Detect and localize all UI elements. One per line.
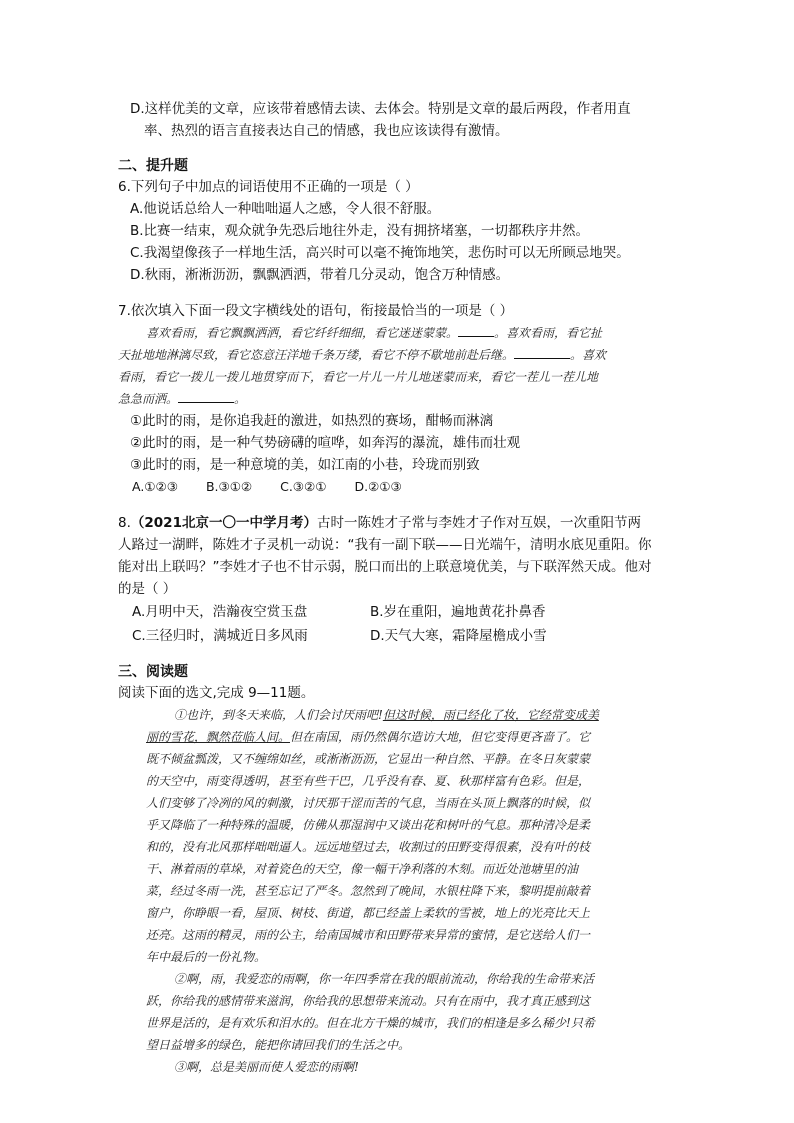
q8-option-b: B.岁在重阳，遍地黄花扑鼻香 [370,604,546,620]
q7-blank-1 [458,324,494,337]
reading-p1-line5: 人们变够了冷冽的风的刺激，讨厌那干涩而苦的气息，当雨在头顶上飘落的时候，似 [146,796,591,810]
reading-p1-line1a: ①也许，到冬天来临，人们会讨厌雨吧! [174,708,383,722]
q7-choice-3: ③此时的雨，是一种意境的美，如江南的小巷，玲珑而别致 [130,457,480,473]
q7-stem: 7.依次填入下面一段文字横线处的语句，衔接最恰当的一项是（ ） [118,303,514,319]
q6-option-d: D.秋雨，淅淅沥沥，飘飘洒洒，带着几分灵动，饱含万种情感。 [130,267,510,283]
reading-p1-line2b: 但在南国，雨仍然偶尔造访大地，但它变得更吝啬了。它 [290,730,591,744]
q6-option-b: B.比赛一结束，观众就争先恐后地往外走，没有拥挤堵塞，一切都秩序井然。 [130,223,590,239]
q8-stem-line1: 古时一陈姓才子常与李姓才子作对互娱，一次重阳节两 [316,515,641,531]
q5-option-d-line1: D.这样优美的文章，应该带着感情去读、去体会。特别是文章的最后两段，作者用直 [130,101,631,117]
q7-passage-line4b: 。 [234,392,247,406]
reading-intro: 阅读下面的选文,完成 9—11题。 [118,685,315,701]
q8-number: 8. [118,515,131,531]
reading-p1-line2a: 丽的雪花，飘然莅临人间。 [146,730,291,744]
reading-p1-line6: 乎又降临了一种特殊的温暖，仿佛从那湿润中又谈出花和树叶的气息。那种清冷是柔 [146,818,591,832]
reading-p1-line3: 既不倾盆瓢泼，又不缠绵如丝，或淅淅沥沥，它显出一种自然、平静。在冬日灰蒙蒙 [146,752,591,766]
q7-blank-3 [178,390,234,403]
q7-passage-line1a: 喜欢看雨，看它飘飘洒洒，看它纤纤细细，看它迷迷蒙蒙。 [146,326,459,340]
q7-passage-line1b: 。喜欢看雨，看它扯 [494,326,603,340]
q6-option-c: C.我渴望像孩子一样地生活，高兴时可以毫不掩饰地笑，悲伤时可以无所顾忌地哭。 [130,245,630,261]
reading-p3: ③啊，总是美丽而使人爱恋的雨啊! [174,1060,359,1074]
section-heading-3: 三、阅读题 [118,664,188,680]
reading-p1-line11: 还亮。这雨的精灵，雨的公主，给南国城市和田野带来异常的蜜情，是它送给人们一 [146,928,591,942]
q8-options-row2 [118,624,698,648]
reading-p2-line1: ②啊，雨，我爱恋的雨啊，你一年四季常在我的眼前流动，你给我的生命带来活 [174,972,595,986]
q8-options-row1 [118,600,698,624]
q7-option-d: D.②①③ [354,479,402,494]
q7-blank-2 [514,346,570,359]
q8-source: （2021北京一〇一中学月考） [130,515,317,531]
q7-choice-2: ②此时的雨，是一种气势磅礴的喧哗，如奔泻的瀑流，雄伟而壮观 [130,435,521,451]
reading-p1-line7: 和的，没有北风那样咄咄逼人。远远地望过去，收割过的田野变得很素，没有叶的枝 [146,840,591,854]
reading-p1-line9: 菜，经过冬雨一洗，甚至忘记了严冬。忽然到了晚间，水银柱降下来，黎明提前敲着 [146,884,591,898]
q6-option-a: A.他说话总给人一种咄咄逼人之感，令人很不舒服。 [130,201,441,217]
q7-passage-line3: 看雨，看它一拨儿一拨儿地贯穿而下，看它一片儿一片儿地迷蒙而来，看它一茬儿一茬儿地 [118,370,599,384]
q7-choice-1: ①此时的雨，是你追我赶的激进，如热烈的赛场，酣畅而淋漓 [130,413,494,429]
q8-option-a: A.月明中天，浩瀚夜空赏玉盘 [132,604,308,620]
q7-passage [118,322,698,410]
reading-passage [118,704,698,1078]
q7-option-b: B.③①② [205,479,253,494]
reading-p1-line12: 年中最后的一份礼物。 [146,950,267,964]
q5-option-d-line2: 率、热烈的语言直接表达自己的情感，我也应该读得有激情。 [144,123,509,139]
q8-stem-line3: 能对出上联吗？”李姓才子也不甘示弱，脱口而出的上联意境优美，与下联浑然天成。他对 [118,559,652,575]
reading-p1-line10: 窗户，你睁眼一看，屋顶、树枝、街道，都已经盖上柔软的雪被，地上的光亮比天上 [146,906,591,920]
reading-p2-line4: 望日益增多的绿色，能把你请回我们的生活之中。 [146,1038,411,1052]
reading-p2-line3: 世界是活的，是有欢乐和泪水的。但在北方干燥的城市，我们的相逢是多么稀少!只希 [146,1016,595,1030]
q8-stem-line2: 人路过一湖畔，陈姓才子灵机一动说：“我有一副下联——日光端午，清明水底见重阳。你 [118,537,652,553]
document-page [118,98,698,1078]
reading-p1-line8: 干、淋着雨的草垛，对着瓷色的天空，像一幅干净利落的木刻。而近处池塘里的油 [146,862,579,876]
reading-p2-line2: 跃，你给我的感情带来滋润，你给我的思想带来流动。只有在雨中，我才真正感到这 [146,994,591,1008]
q7-passage-line2b: 。喜欢 [570,348,607,362]
q7-option-c: C.③②① [280,479,327,494]
q8-option-d: D.天气大寒，霜降屋檐成小雪 [370,628,547,644]
q7-option-a: A.①②③ [132,479,178,494]
q8-option-c: C.三径归时，满城近日多风雨 [132,628,308,644]
q8-stem-line4: 的是（ ） [118,581,177,597]
reading-p1-line1b: 但这时候，雨已经化了妆，它经常变成美 [382,708,599,722]
q7-options [118,476,698,498]
q7-passage-line4a: 急急而洒。 [118,392,179,406]
q6-stem: 6.下列句子中加点的词语使用不正确的一项是（ ） [118,179,419,195]
reading-p1-line4: 的天空中，雨变得透明，甚至有些干巴，几乎没有春、夏、秋那样富有色彩。但是， [146,774,591,788]
section-heading-2: 二、提升题 [118,158,188,174]
q7-passage-line2a: 天扯地地淋漓尽致，看它恣意汪洋地千条万缕，看它不停不歇地前赴后继。 [118,348,515,362]
